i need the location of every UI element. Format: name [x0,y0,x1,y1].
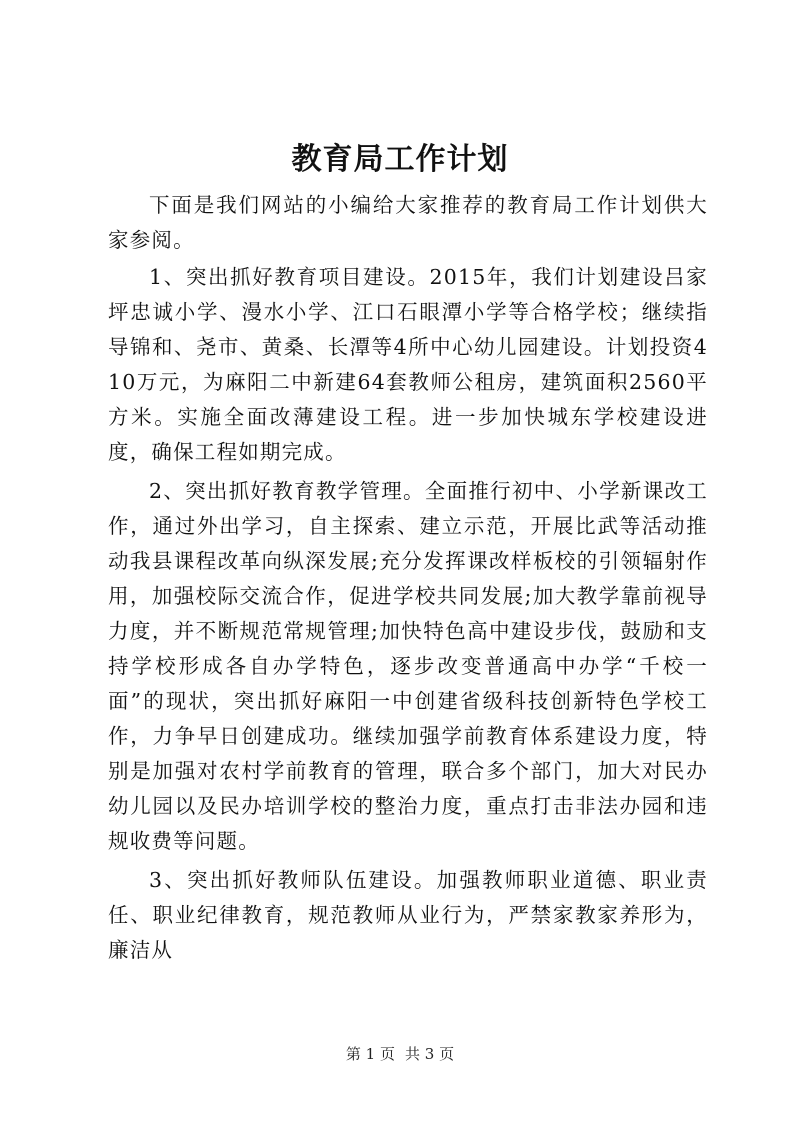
document-body [108,188,708,968]
paragraph-project-construction: 1、突出抓好教育项目建设。2015年，我们计划建设吕家坪忠诚小学、漫水小学、江口石眼潭小学等合格学校；继续指导锦和、尧市、黄桑、长潭等4所中心幼儿园建设。计划投资410万元，为麻阳二中新建64套教师公租房，建筑面积2560平方米。实施全面改薄建设工程。进一步加快城东学校建设进度，确保工程如期完成。 [108,265,708,464]
page-number: 第 1 页 [345,1045,395,1063]
document-title: 教育局工作计划 [291,142,509,177]
page-footer [0,1043,800,1065]
paragraph-teacher-team: 3、突出抓好教师队伍建设。加强教师职业道德、职业责任、职业纪律教育，规范教师从业行为，严禁家教家养形为，廉洁从 [108,868,708,962]
page-total: 共 3 页 [405,1045,455,1063]
intro-paragraph: 下面是我们网站的小编给大家推荐的教育局工作计划供大家参阅。 [108,193,708,252]
paragraph-teaching-management: 2、突出抓好教育教学管理。全面推行初中、小学新课改工作，通过外出学习，自主探索、建立示范，开展比武等活动推动我县课程改革向纵深发展;充分发挥课改样板校的引领辐射作用，加强校际交流合作，促进学校共同发展;加大教学靠前视导力度，并不断规范常规管理;加快特色高中建设步伐，鼓励和支持学校形成各自办学特色，逐步改变普通高中办学“千校一面”的现状，突出抓好麻阳一中创建省级科技创新特色学校工作，力争早日创建成功。继续加强学前教育体系建设力度，特别是加强对农村学前教育的管理，联合多个部门，加大对民办幼儿园以及民办培训学校的整治力度，重点打击非法办园和违规收费等问题。 [108,479,708,853]
